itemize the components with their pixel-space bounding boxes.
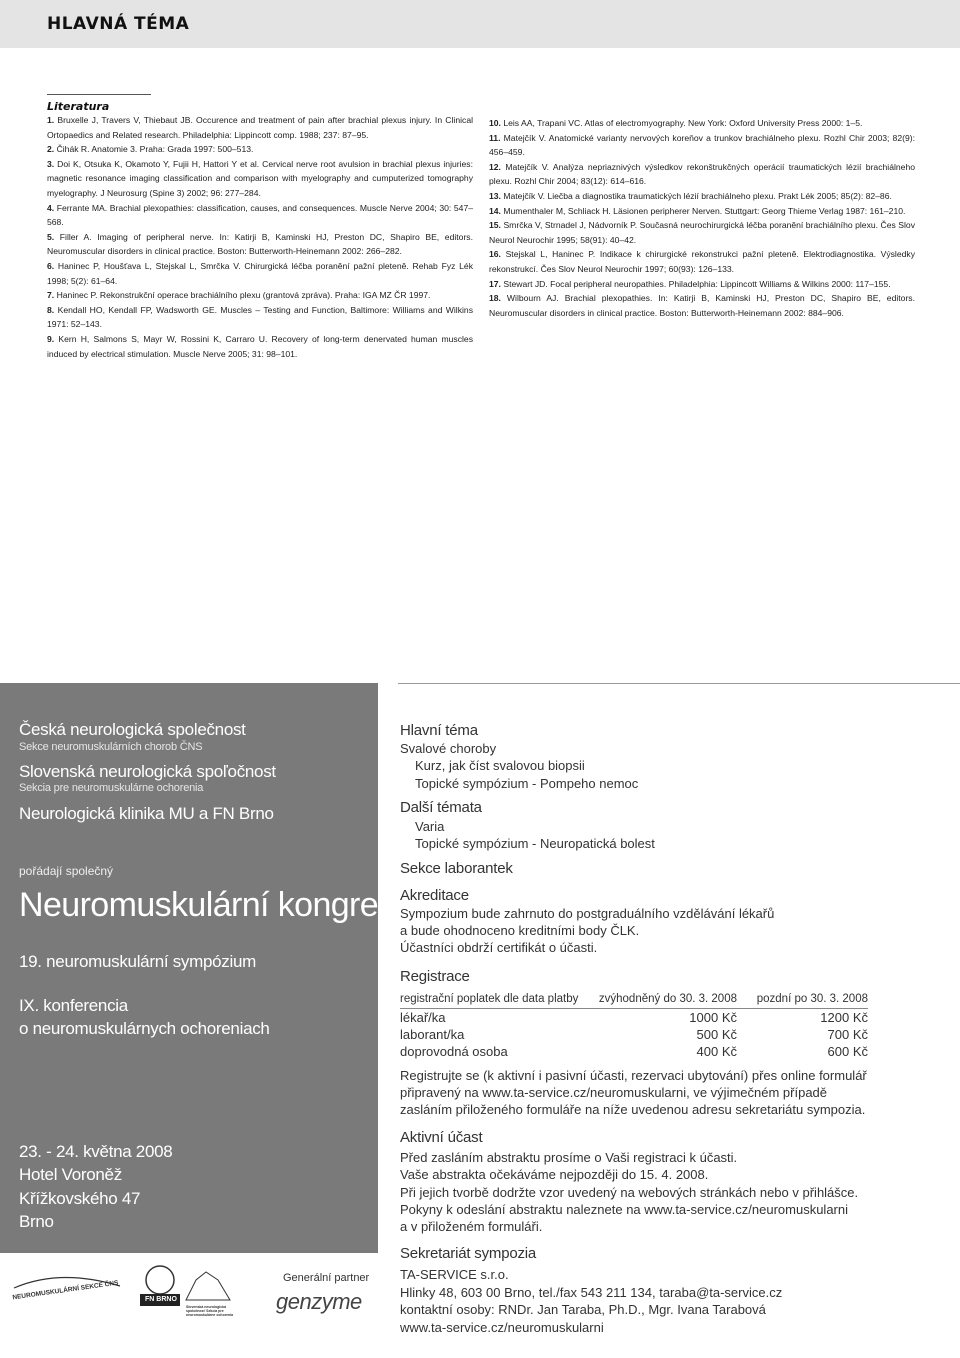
reference-text: Haninec P. Rekonstrukční operace brachiálního plexu (grantová zpráva). Praha: IGA MZ ČR 1997. bbox=[56, 290, 431, 301]
other-topics-heading: Další témata bbox=[400, 799, 482, 816]
reference-item bbox=[47, 332, 473, 361]
other-topic-1: Varia bbox=[415, 819, 445, 834]
references-right bbox=[489, 116, 915, 320]
active-line-3: Při jejich tvorbě dodržte vzor uvedený na webových stránkách nebo v přihlášce. bbox=[400, 1185, 859, 1200]
secretariat-heading: Sekretariát sympozia bbox=[400, 1245, 537, 1262]
other-topic-2: Topické sympózium - Neuropatická bolest bbox=[415, 836, 655, 851]
fee-row-category: doprovodná osoba bbox=[400, 1044, 508, 1059]
active-line-5: a v přiloženém formuláři. bbox=[400, 1219, 543, 1234]
general-partner-label: Generální partner bbox=[283, 1272, 370, 1284]
reference-item bbox=[47, 113, 473, 142]
slovak-society-logo bbox=[186, 1272, 230, 1300]
reference-text: Ferrante MA. Brachial plexopathies: classification, causes, and consequences. Muscle Nerve 2004; 30: 547–568. bbox=[47, 202, 474, 228]
fee-row-category: lékař/ka bbox=[400, 1010, 446, 1025]
registration-line-2: připravený na www.ta-service.cz/neuromuskularni, ve výjimečném případě bbox=[400, 1085, 828, 1100]
reference-text: Doi K, Otsuka K, Okamoto Y, Fujii H, Hattori Y et al. Cervical nerve root avulsion in brachial plexus injuries: magnetic resonance imaging classification and comparison with myelography and cumputerized tomography myelography. J Neurosurg (Spine 3) 2002; 96: 277–284. bbox=[47, 158, 473, 198]
literature-rule bbox=[47, 94, 151, 95]
reference-text: Stewart JD. Focal peripheral neuropathies. Philadelphia: Lippincott Williams & Wilkins 2000: 117–155. bbox=[503, 278, 891, 289]
reference-number: 17. bbox=[489, 278, 501, 289]
sekce-logo-text: NEUROMUSKULÁRNÍ SEKCE ČNS bbox=[12, 1279, 119, 1302]
secretariat-contacts: kontaktní osoby: RNDr. Jan Taraba, Ph.D., Mgr. Ivana Tarabová bbox=[400, 1302, 766, 1317]
fee-row-early: 1000 Kč bbox=[689, 1010, 737, 1025]
reference-number: 18. bbox=[489, 293, 501, 304]
reference-number: 16. bbox=[489, 249, 501, 260]
main-topic-heading: Hlavní téma bbox=[400, 722, 478, 739]
conference-line-1: IX. konferencia bbox=[19, 996, 128, 1015]
reference-number: 13. bbox=[489, 190, 501, 201]
reference-text: Stejskal L, Haninec P. Indikace k chirurgické rekonstrukci pažní pleteně. Elektrodiagnostika. Výsledky rekonstrukcí. Čes Slov Neurol Neurochir 1997; 60(93): 126–133. bbox=[489, 249, 915, 274]
fee-header-category: registrační poplatek dle data platby bbox=[400, 993, 579, 1005]
venue-hotel: Hotel Voroněž bbox=[19, 1165, 122, 1184]
reference-item bbox=[489, 247, 915, 276]
reference-text: Leis AA, Trapani VC. Atlas of electromyography. New York: Oxford University Press 2000: 1–5. bbox=[503, 118, 863, 128]
fee-row-category: laborant/ka bbox=[400, 1027, 465, 1042]
secretariat-company: TA-SERVICE s.r.o. bbox=[400, 1267, 509, 1282]
reference-text: Mumenthaler M, Schliack H. Läsionen peripherer Nerven. Stuttgart: Georg Thieme Verlag 1987: 161–210. bbox=[503, 205, 906, 216]
organizer-slovak: Slovenská neurologická spoľočnost bbox=[19, 762, 276, 781]
reference-text: Matejčík V. Analýza nepriaznivých výsledkov rekonštrukčných operácií traumatických lézií brachiálneho plexu. Rozhl Chir 2004; 83(12): 614–616. bbox=[489, 161, 915, 187]
reference-text: Bruxelle J, Travers V, Thiebaut JB. Occurence and treatment of pain after brachial plexus injury. In Clinical Ortopaedics and Related research. Philadelphia: Lippincott comp. 1988; 237: 87–95. bbox=[47, 115, 474, 140]
reference-item bbox=[489, 277, 915, 292]
reference-item bbox=[47, 230, 473, 259]
reference-item bbox=[489, 218, 915, 247]
fee-table-rule bbox=[400, 1008, 868, 1009]
reference-item bbox=[489, 204, 915, 219]
registration-heading: Registrace bbox=[400, 968, 470, 985]
reference-number: 14. bbox=[489, 205, 501, 216]
main-topic-3: Topické sympózium - Pompeho nemoc bbox=[415, 776, 639, 791]
venue-city: Brno bbox=[19, 1212, 54, 1231]
reference-number: 6. bbox=[47, 260, 55, 271]
reference-item bbox=[47, 303, 473, 332]
reference-number: 12. bbox=[489, 161, 501, 172]
reference-item bbox=[489, 131, 915, 160]
fee-header-late: pozdní po 30. 3. 2008 bbox=[756, 993, 868, 1005]
nurses-section-heading: Sekce laborantek bbox=[400, 860, 513, 877]
organizer-slovak-section: Sekcia pre neuromuskulárne ochorenia bbox=[19, 782, 204, 794]
reference-item bbox=[489, 189, 915, 204]
genzyme-logo: genzyme bbox=[276, 1289, 362, 1314]
event-date: 23. - 24. května 2008 bbox=[19, 1142, 173, 1161]
active-participation-heading: Aktivní účast bbox=[400, 1129, 483, 1146]
secretariat-website: www.ta-service.cz/neuromuskularni bbox=[400, 1320, 604, 1335]
organize-label: pořádají společný bbox=[19, 864, 114, 878]
reference-text: Wilbourn AJ. Brachial plexopathies. In: Katirji B, Kaminski HJ, Preston DC, Shapiro BE, editors. Neuromuscular disorders in clinical practice. Boston: Butterworth-Heinemann 2002: 884–906. bbox=[489, 293, 915, 318]
reference-text: Kern H, Salmons S, Mayr W, Rossini K, Carraro U. Recovery of long-term denervated human muscles induced by electrical stimulation. Muscle Nerve 2005; 31: 98–101. bbox=[47, 333, 473, 359]
reference-number: 3. bbox=[47, 158, 55, 169]
reference-text: Kendall HO, Kendall FP, Wadsworth GE. Muscles – Testing and Function, Baltimore: Williams and Wilkins 1971: 52–143. bbox=[47, 304, 474, 330]
reference-text: Matejčík V. Liečba a diagnostika traumatických lézií brachiálneho plexu. Prakt Lék 2005; 85(2): 82–86. bbox=[503, 190, 892, 201]
active-line-1: Před zasláním abstraktu prosíme o Vaši registraci k účasti. bbox=[400, 1150, 738, 1165]
reference-number: 5. bbox=[47, 231, 55, 242]
flyer-divider bbox=[398, 683, 960, 684]
registration-line-3: zasláním přiloženého formuláře na níže uvedenou adresu sekretariátu sympozia. bbox=[400, 1102, 866, 1117]
active-line-2: Vaše abstrakta očekáváme nejpozději do 15. 4. 2008. bbox=[400, 1167, 709, 1182]
reference-number: 10. bbox=[489, 118, 501, 128]
reference-item bbox=[489, 291, 915, 320]
reference-text: Matejčík V. Anatomické varianty nervových koreňov a trunkov brachiálneho plexu. Rozhl Chir 2003; 82(9): 456–459. bbox=[489, 132, 915, 158]
accreditation-line-3: Účastníci obdrží certifikát o účasti. bbox=[400, 940, 598, 955]
secretariat-address: Hlinky 48, 603 00 Brno, tel./fax 543 211 134, taraba@ta-service.cz bbox=[400, 1285, 783, 1300]
reference-item bbox=[47, 142, 473, 157]
reference-number: 7. bbox=[47, 290, 55, 301]
reference-item bbox=[489, 116, 915, 131]
reference-text: Čihák R. Anatomie 3. Praha: Grada 1997: 500–513. bbox=[56, 144, 254, 155]
fee-row-late: 700 Kč bbox=[827, 1027, 868, 1042]
symposium-title: 19. neuromuskulární sympózium bbox=[19, 952, 256, 971]
accreditation-line-1: Sympozium bude zahrnuto do postgraduálního vzdělávání lékařů bbox=[400, 906, 775, 921]
reference-item bbox=[47, 259, 473, 288]
accreditation-heading: Akreditace bbox=[400, 887, 469, 904]
reference-number: 15. bbox=[489, 220, 501, 231]
reference-item bbox=[47, 157, 473, 201]
fn-brno-logo-text: FN BRNO bbox=[145, 1296, 177, 1303]
slovak-society-logo-text: Slovenská neurologická spoločnosť Sekcia pre neuromuskulárne ochorenia bbox=[186, 1305, 234, 1317]
reference-item bbox=[47, 201, 473, 230]
fee-header-early: zvýhodněný do 30. 3. 2008 bbox=[598, 993, 737, 1005]
fee-row-early: 400 Kč bbox=[696, 1044, 737, 1059]
fee-row-early: 500 Kč bbox=[696, 1027, 737, 1042]
reference-number: 2. bbox=[47, 144, 55, 155]
reference-item bbox=[489, 160, 915, 189]
active-line-4: Pokyny k odeslání abstraktu naleznete na www.ta-service.cz/neuromuskularni bbox=[400, 1202, 848, 1217]
main-topic-2: Kurz, jak číst svalovou biopsii bbox=[415, 758, 585, 773]
congress-title: Neuromuskulární kongres bbox=[19, 886, 395, 924]
fee-row-late: 600 Kč bbox=[827, 1044, 868, 1059]
references-left bbox=[47, 113, 473, 361]
reference-number: 8. bbox=[47, 304, 55, 315]
conference-line-2: o neuromuskulárnych ochoreniach bbox=[19, 1019, 270, 1038]
literature-heading: Literatura bbox=[47, 100, 110, 113]
reference-number: 4. bbox=[47, 202, 55, 213]
reference-text: Filler A. Imaging of peripheral nerve. In: Katirji B, Kaminski HJ, Preston DC, Shapiro BE, editors. Neuromuscular disorders in clinical practice. Boston: Butterworth-Heinemann 2002: 266–282. bbox=[47, 231, 473, 257]
organizer-clinic: Neurologická klinika MU a FN Brno bbox=[19, 804, 274, 823]
fn-brno-logo-circle bbox=[146, 1266, 174, 1294]
main-topic-1: Svalové choroby bbox=[400, 741, 497, 756]
registration-line-1: Registrujte se (k aktivní i pasivní účasti, rezervaci ubytování) přes online formulář bbox=[400, 1068, 867, 1083]
accreditation-line-2: a bude ohodnoceno kreditními body ČLK. bbox=[400, 923, 640, 938]
section-title: HLAVNÁ TÉMA bbox=[47, 14, 190, 34]
reference-number: 11. bbox=[489, 132, 501, 143]
reference-number: 9. bbox=[47, 333, 55, 344]
reference-text: Smrčka V, Strnadel J, Nádvorník P. Současná neurochirurgická léčba poranění brachiálního plexu. Čes Slov Neurol Neurochir 1995; 58(91): 40–42. bbox=[489, 220, 915, 245]
fee-row-late: 1200 Kč bbox=[820, 1010, 868, 1025]
organizer-czech-section: Sekce neuromuskulárních chorob ČNS bbox=[19, 741, 203, 753]
organizer-czech: Česká neurologická společnost bbox=[19, 720, 246, 739]
reference-number: 1. bbox=[47, 115, 55, 125]
venue-street: Křížkovského 47 bbox=[19, 1189, 141, 1208]
reference-text: Haninec P, Houšťava L, Stejskal L, Smrčka V. Chirurgická léčba poranění pažní pleteně. Rehab Fyz Lék 1998; 5(2): 61–64. bbox=[47, 260, 473, 286]
reference-item bbox=[47, 288, 473, 303]
